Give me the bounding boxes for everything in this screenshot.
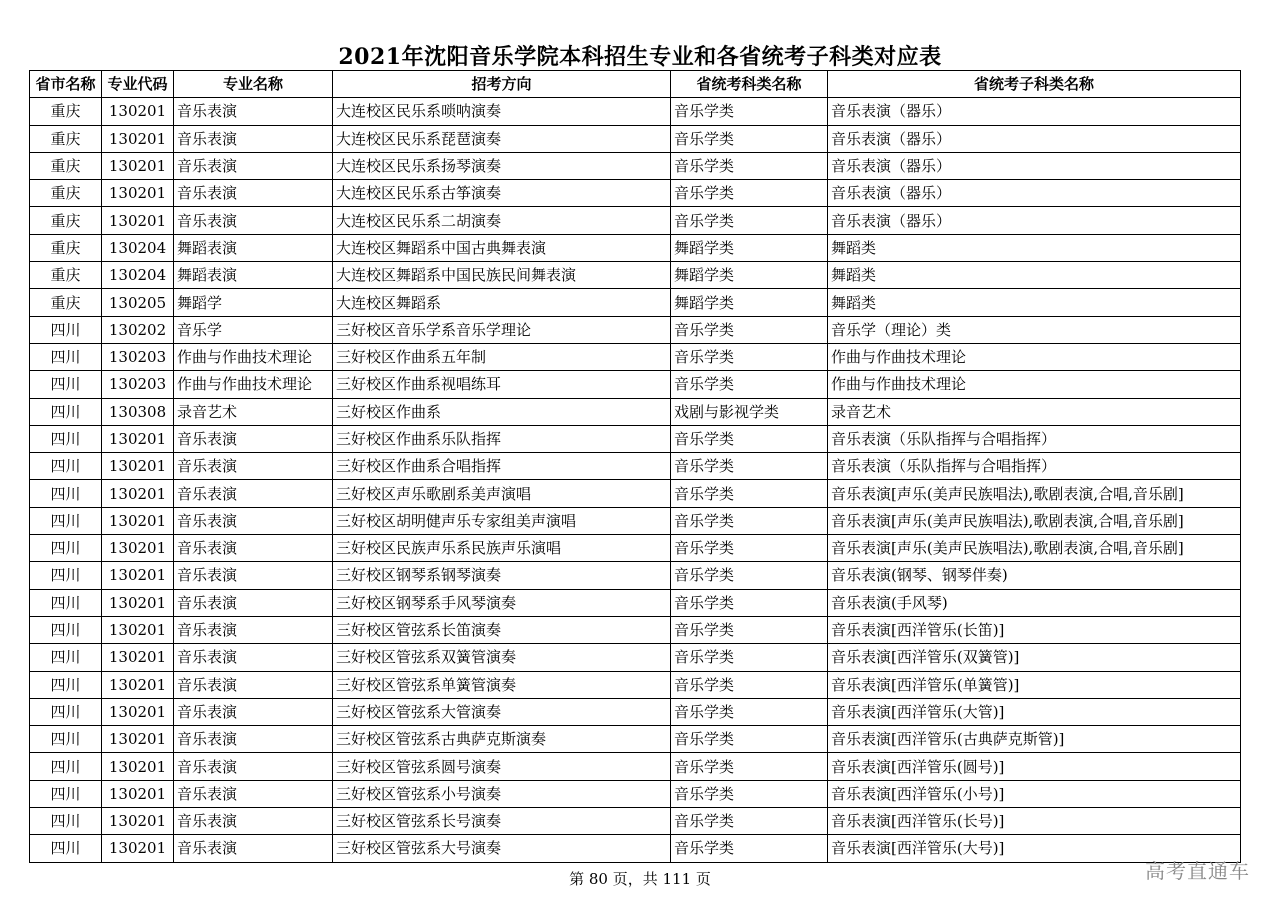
cell-province: 四川: [30, 316, 102, 343]
cell-category: 音乐学类: [671, 371, 828, 398]
cell-subcategory: 音乐表演[西洋管乐(单簧管)]: [828, 671, 1241, 698]
cell-major-code: 130201: [102, 698, 174, 725]
cell-subcategory: 音乐表演(钢琴、钢琴伴奏): [828, 562, 1241, 589]
cell-major-name: 音乐表演: [174, 835, 333, 862]
cell-category: 音乐学类: [671, 808, 828, 835]
cell-direction: 三好校区作曲系: [333, 398, 671, 425]
cell-direction: 三好校区管弦系小号演奏: [333, 780, 671, 807]
table-row: [30, 535, 1241, 562]
cell-subcategory: 音乐表演（器乐）: [828, 207, 1241, 234]
cell-major-name: 舞蹈表演: [174, 262, 333, 289]
cell-direction: 三好校区钢琴系手风琴演奏: [333, 589, 671, 616]
cell-major-code: 130203: [102, 343, 174, 370]
cell-category: 音乐学类: [671, 98, 828, 125]
cell-subcategory: 音乐表演[西洋管乐(圆号)]: [828, 753, 1241, 780]
cell-category: 音乐学类: [671, 425, 828, 452]
table-row: [30, 180, 1241, 207]
cell-subcategory: 音乐表演[声乐(美声民族唱法),歌剧表演,合唱,音乐剧]: [828, 535, 1241, 562]
table-row: [30, 98, 1241, 125]
cell-category: 音乐学类: [671, 453, 828, 480]
cell-major-code: 130201: [102, 753, 174, 780]
cell-major-name: 音乐表演: [174, 808, 333, 835]
cell-direction: 大连校区舞蹈系中国民族民间舞表演: [333, 262, 671, 289]
cell-direction: 三好校区管弦系长笛演奏: [333, 616, 671, 643]
table-row: [30, 343, 1241, 370]
cell-category: 音乐学类: [671, 671, 828, 698]
cell-major-code: 130205: [102, 289, 174, 316]
cell-province: 四川: [30, 780, 102, 807]
cell-subcategory: 作曲与作曲技术理论: [828, 371, 1241, 398]
cell-category: 音乐学类: [671, 589, 828, 616]
cell-major-code: 130308: [102, 398, 174, 425]
cell-major-code: 130203: [102, 371, 174, 398]
cell-subcategory: 音乐表演（器乐）: [828, 180, 1241, 207]
cell-direction: 大连校区舞蹈系: [333, 289, 671, 316]
header-major-name: 专业名称: [174, 71, 333, 98]
table-row: [30, 152, 1241, 179]
cell-major-code: 130201: [102, 808, 174, 835]
page-footer: 第 80 页，共 111 页: [569, 870, 711, 888]
table-row: [30, 453, 1241, 480]
cell-major-code: 130201: [102, 180, 174, 207]
header-direction: 招考方向: [333, 71, 671, 98]
table-row: [30, 207, 1241, 234]
cell-major-name: 音乐表演: [174, 507, 333, 534]
cell-province: 四川: [30, 507, 102, 534]
cell-direction: 三好校区作曲系五年制: [333, 343, 671, 370]
cell-subcategory: 音乐表演[西洋管乐(长号)]: [828, 808, 1241, 835]
cell-major-code: 130201: [102, 780, 174, 807]
cell-direction: 大连校区民乐系古筝演奏: [333, 180, 671, 207]
cell-subcategory: 音乐表演(手风琴): [828, 589, 1241, 616]
cell-major-code: 130201: [102, 98, 174, 125]
cell-major-code: 130201: [102, 562, 174, 589]
cell-major-name: 音乐表演: [174, 780, 333, 807]
cell-direction: 大连校区民乐系二胡演奏: [333, 207, 671, 234]
table-row: [30, 289, 1241, 316]
cell-major-name: 音乐表演: [174, 589, 333, 616]
cell-category: 舞蹈学类: [671, 262, 828, 289]
cell-direction: 三好校区民族声乐系民族声乐演唱: [333, 535, 671, 562]
page-title: 2021年沈阳音乐学院本科招生专业和各省统考子科类对应表: [338, 44, 942, 70]
cell-major-code: 130201: [102, 671, 174, 698]
cell-direction: 三好校区管弦系古典萨克斯演奏: [333, 726, 671, 753]
cell-direction: 三好校区管弦系长号演奏: [333, 808, 671, 835]
cell-province: 四川: [30, 753, 102, 780]
cell-province: 四川: [30, 562, 102, 589]
table-row: [30, 562, 1241, 589]
cell-province: 四川: [30, 371, 102, 398]
cell-major-code: 130201: [102, 644, 174, 671]
cell-subcategory: 音乐表演[西洋管乐(长笛)]: [828, 616, 1241, 643]
cell-major-code: 130204: [102, 262, 174, 289]
cell-major-name: 音乐表演: [174, 698, 333, 725]
cell-province: 四川: [30, 453, 102, 480]
cell-direction: 三好校区胡明健声乐专家组美声演唱: [333, 507, 671, 534]
cell-subcategory: 作曲与作曲技术理论: [828, 343, 1241, 370]
cell-major-name: 音乐表演: [174, 562, 333, 589]
cell-major-name: 音乐表演: [174, 753, 333, 780]
cell-subcategory: 录音艺术: [828, 398, 1241, 425]
table-row: [30, 316, 1241, 343]
header-major-code: 专业代码: [102, 71, 174, 98]
cell-major-code: 130202: [102, 316, 174, 343]
table-row: [30, 425, 1241, 452]
cell-subcategory: 音乐表演[西洋管乐(大管)]: [828, 698, 1241, 725]
cell-direction: 大连校区民乐系琵琶演奏: [333, 125, 671, 152]
cell-direction: 三好校区管弦系双簧管演奏: [333, 644, 671, 671]
cell-subcategory: 音乐表演（器乐）: [828, 98, 1241, 125]
cell-major-name: 音乐表演: [174, 671, 333, 698]
cell-province: 四川: [30, 698, 102, 725]
cell-major-name: 音乐表演: [174, 616, 333, 643]
cell-category: 音乐学类: [671, 207, 828, 234]
cell-direction: 三好校区钢琴系钢琴演奏: [333, 562, 671, 589]
cell-province: 重庆: [30, 180, 102, 207]
cell-direction: 三好校区作曲系合唱指挥: [333, 453, 671, 480]
cell-category: 音乐学类: [671, 152, 828, 179]
cell-province: 重庆: [30, 98, 102, 125]
table-header-row: [30, 71, 1241, 98]
cell-province: 四川: [30, 535, 102, 562]
table-row: [30, 644, 1241, 671]
cell-major-name: 音乐表演: [174, 425, 333, 452]
header-subcategory: 省统考子科类名称: [828, 71, 1241, 98]
cell-province: 重庆: [30, 125, 102, 152]
cell-province: 四川: [30, 589, 102, 616]
cell-subcategory: 舞蹈类: [828, 234, 1241, 261]
table-row: [30, 480, 1241, 507]
cell-subcategory: 音乐表演（乐队指挥与合唱指挥）: [828, 425, 1241, 452]
cell-subcategory: 舞蹈类: [828, 289, 1241, 316]
cell-province: 四川: [30, 644, 102, 671]
cell-direction: 三好校区管弦系圆号演奏: [333, 753, 671, 780]
table-row: [30, 616, 1241, 643]
cell-major-code: 130201: [102, 835, 174, 862]
cell-category: 音乐学类: [671, 180, 828, 207]
cell-subcategory: 舞蹈类: [828, 262, 1241, 289]
cell-major-name: 作曲与作曲技术理论: [174, 343, 333, 370]
cell-major-name: 舞蹈表演: [174, 234, 333, 261]
cell-province: 重庆: [30, 234, 102, 261]
cell-subcategory: 音乐表演[西洋管乐(古典萨克斯管)]: [828, 726, 1241, 753]
cell-category: 音乐学类: [671, 316, 828, 343]
cell-province: 四川: [30, 343, 102, 370]
cell-category: 音乐学类: [671, 125, 828, 152]
table-row: [30, 698, 1241, 725]
cell-category: 戏剧与影视学类: [671, 398, 828, 425]
cell-direction: 大连校区舞蹈系中国古典舞表演: [333, 234, 671, 261]
cell-direction: 大连校区民乐系扬琴演奏: [333, 152, 671, 179]
table-row: [30, 262, 1241, 289]
cell-category: 音乐学类: [671, 644, 828, 671]
cell-direction: 三好校区管弦系大号演奏: [333, 835, 671, 862]
cell-category: 音乐学类: [671, 616, 828, 643]
cell-major-name: 音乐表演: [174, 453, 333, 480]
cell-direction: 三好校区音乐学系音乐学理论: [333, 316, 671, 343]
watermark: 高考直通车: [1145, 859, 1250, 883]
cell-subcategory: 音乐表演[西洋管乐(小号)]: [828, 780, 1241, 807]
cell-major-code: 130201: [102, 207, 174, 234]
cell-category: 音乐学类: [671, 562, 828, 589]
cell-major-code: 130201: [102, 616, 174, 643]
cell-province: 重庆: [30, 152, 102, 179]
cell-major-code: 130201: [102, 125, 174, 152]
cell-subcategory: 音乐表演（乐队指挥与合唱指挥）: [828, 453, 1241, 480]
cell-major-code: 130201: [102, 152, 174, 179]
cell-subcategory: 音乐表演（器乐）: [828, 152, 1241, 179]
cell-direction: 大连校区民乐系唢呐演奏: [333, 98, 671, 125]
correspondence-table: [29, 70, 1241, 863]
cell-category: 舞蹈学类: [671, 289, 828, 316]
cell-province: 四川: [30, 425, 102, 452]
cell-category: 音乐学类: [671, 343, 828, 370]
cell-category: 音乐学类: [671, 480, 828, 507]
cell-subcategory: 音乐表演[西洋管乐(双簧管)]: [828, 644, 1241, 671]
cell-category: 音乐学类: [671, 835, 828, 862]
cell-major-name: 作曲与作曲技术理论: [174, 371, 333, 398]
table-row: [30, 780, 1241, 807]
table-row: [30, 808, 1241, 835]
cell-direction: 三好校区管弦系单簧管演奏: [333, 671, 671, 698]
cell-subcategory: 音乐学（理论）类: [828, 316, 1241, 343]
cell-category: 音乐学类: [671, 753, 828, 780]
cell-category: 音乐学类: [671, 507, 828, 534]
cell-category: 音乐学类: [671, 780, 828, 807]
cell-province: 四川: [30, 835, 102, 862]
cell-direction: 三好校区管弦系大管演奏: [333, 698, 671, 725]
cell-major-code: 130201: [102, 726, 174, 753]
table-row: [30, 589, 1241, 616]
cell-major-name: 音乐表演: [174, 207, 333, 234]
cell-major-name: 录音艺术: [174, 398, 333, 425]
cell-major-code: 130204: [102, 234, 174, 261]
cell-category: 音乐学类: [671, 726, 828, 753]
cell-major-name: 音乐表演: [174, 152, 333, 179]
table-row: [30, 753, 1241, 780]
table-row: [30, 507, 1241, 534]
cell-major-name: 音乐表演: [174, 535, 333, 562]
cell-major-name: 音乐学: [174, 316, 333, 343]
cell-province: 四川: [30, 671, 102, 698]
table-row: [30, 125, 1241, 152]
cell-major-code: 130201: [102, 535, 174, 562]
cell-province: 四川: [30, 808, 102, 835]
cell-major-name: 音乐表演: [174, 125, 333, 152]
cell-province: 重庆: [30, 289, 102, 316]
table-row: [30, 234, 1241, 261]
cell-major-name: 音乐表演: [174, 98, 333, 125]
cell-major-name: 音乐表演: [174, 180, 333, 207]
cell-province: 四川: [30, 480, 102, 507]
cell-major-name: 音乐表演: [174, 480, 333, 507]
cell-category: 音乐学类: [671, 535, 828, 562]
table-row: [30, 726, 1241, 753]
cell-major-name: 舞蹈学: [174, 289, 333, 316]
cell-major-code: 130201: [102, 480, 174, 507]
cell-major-name: 音乐表演: [174, 726, 333, 753]
cell-category: 舞蹈学类: [671, 234, 828, 261]
table-row: [30, 371, 1241, 398]
cell-direction: 三好校区声乐歌剧系美声演唱: [333, 480, 671, 507]
cell-subcategory: 音乐表演（器乐）: [828, 125, 1241, 152]
cell-major-code: 130201: [102, 453, 174, 480]
table-row: [30, 835, 1241, 862]
cell-major-code: 130201: [102, 507, 174, 534]
cell-major-code: 130201: [102, 425, 174, 452]
cell-major-code: 130201: [102, 589, 174, 616]
cell-direction: 三好校区作曲系视唱练耳: [333, 371, 671, 398]
cell-subcategory: 音乐表演[声乐(美声民族唱法),歌剧表演,合唱,音乐剧]: [828, 480, 1241, 507]
cell-province: 四川: [30, 616, 102, 643]
cell-subcategory: 音乐表演[声乐(美声民族唱法),歌剧表演,合唱,音乐剧]: [828, 507, 1241, 534]
cell-category: 音乐学类: [671, 698, 828, 725]
cell-major-name: 音乐表演: [174, 644, 333, 671]
header-category: 省统考科类名称: [671, 71, 828, 98]
cell-province: 重庆: [30, 207, 102, 234]
cell-province: 四川: [30, 398, 102, 425]
cell-subcategory: 音乐表演[西洋管乐(大号)]: [828, 835, 1241, 862]
cell-direction: 三好校区作曲系乐队指挥: [333, 425, 671, 452]
table-row: [30, 398, 1241, 425]
header-province: 省市名称: [30, 71, 102, 98]
table-row: [30, 671, 1241, 698]
cell-province: 四川: [30, 726, 102, 753]
cell-province: 重庆: [30, 262, 102, 289]
